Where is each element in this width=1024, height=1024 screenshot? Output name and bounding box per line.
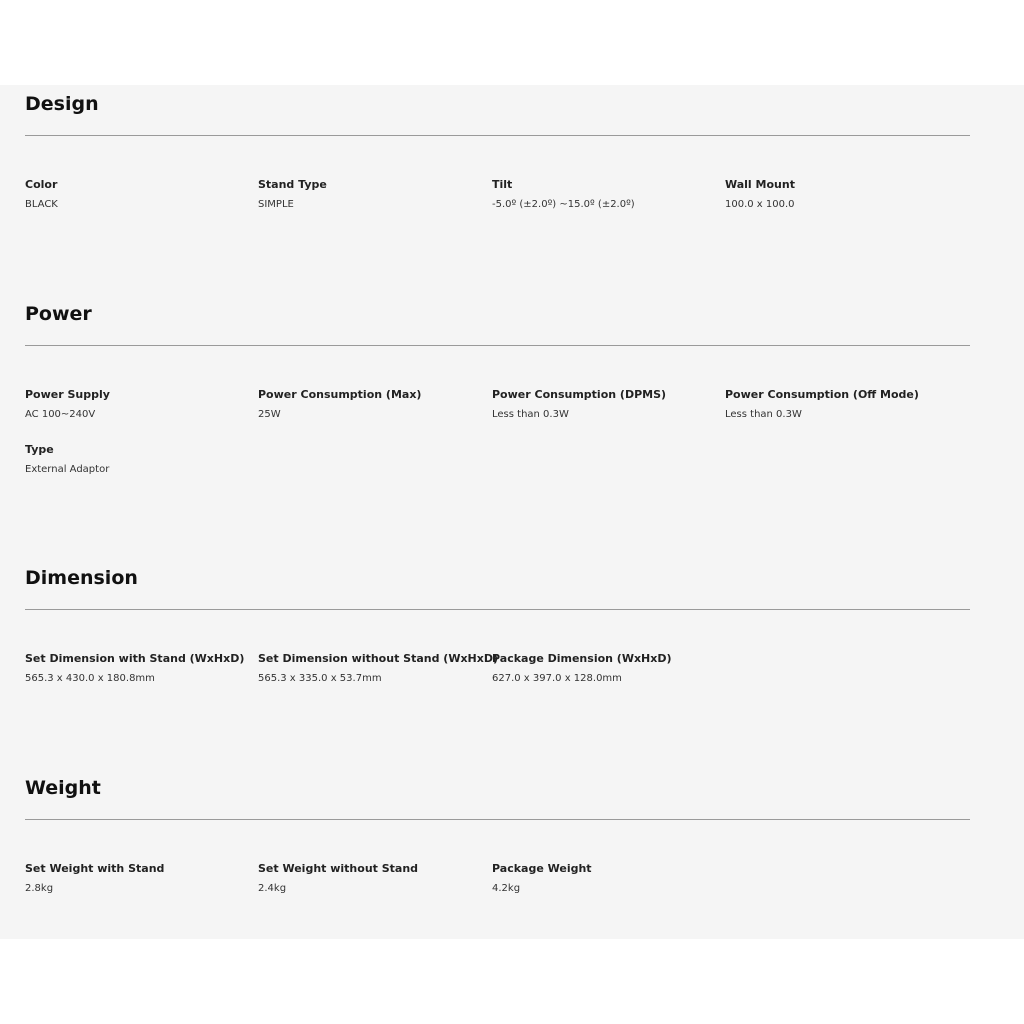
spec-label: Package Dimension (WxHxD) — [492, 652, 672, 665]
spec-label: Set Dimension without Stand (WxHxD) — [258, 652, 499, 665]
spec-label: Package Weight — [492, 862, 592, 875]
spec-label: Power Consumption (Max) — [258, 388, 422, 401]
section-divider — [25, 345, 970, 346]
spec-value: Less than 0.3W — [492, 409, 569, 420]
spec-label: Power Consumption (Off Mode) — [725, 388, 919, 401]
spec-stand-type — [258, 178, 483, 211]
spec-label: Tilt — [492, 178, 513, 191]
spec-power-consumption-off-mode — [725, 388, 950, 421]
spec-value: BLACK — [25, 199, 58, 210]
spec-value: Less than 0.3W — [725, 409, 802, 420]
spec-wall-mount — [725, 178, 950, 211]
spec-value: 25W — [258, 409, 281, 420]
spec-power-supply — [25, 388, 250, 421]
section-divider — [25, 609, 970, 610]
section-title-weight: Weight — [25, 777, 101, 799]
spec-label: Set Weight with Stand — [25, 862, 165, 875]
spec-label: Color — [25, 178, 58, 191]
specs-panel — [0, 85, 1024, 939]
spec-value: 565.3 x 430.0 x 180.8mm — [25, 673, 155, 684]
spec-power-consumption-max — [258, 388, 483, 421]
section-divider — [25, 135, 970, 136]
spec-set-dimension-with-stand — [25, 652, 250, 685]
spec-power-consumption-dpms — [492, 388, 717, 421]
spec-value: 2.4kg — [258, 883, 287, 894]
spec-value: External Adaptor — [25, 464, 110, 475]
spec-label: Type — [25, 443, 54, 456]
spec-set-weight-without-stand — [258, 862, 483, 895]
spec-value: 4.2kg — [492, 883, 521, 894]
spec-value: AC 100~240V — [25, 409, 96, 420]
spec-set-weight-with-stand — [25, 862, 250, 895]
spec-tilt — [492, 178, 717, 211]
spec-color — [25, 178, 250, 211]
spec-package-dimension — [492, 652, 717, 685]
section-title-design: Design — [25, 93, 99, 115]
spec-package-weight — [492, 862, 717, 895]
spec-set-dimension-without-stand — [258, 652, 499, 685]
spec-label: Power Consumption (DPMS) — [492, 388, 667, 401]
spec-label: Set Dimension with Stand (WxHxD) — [25, 652, 245, 665]
spec-label: Set Weight without Stand — [258, 862, 419, 875]
spec-value: 100.0 x 100.0 — [725, 199, 795, 210]
spec-value: SIMPLE — [258, 199, 294, 210]
spec-value: 565.3 x 335.0 x 53.7mm — [258, 673, 382, 684]
spec-power-type — [25, 443, 250, 476]
section-title-dimension: Dimension — [25, 567, 138, 589]
spec-label: Power Supply — [25, 388, 110, 401]
spec-value: 627.0 x 397.0 x 128.0mm — [492, 673, 622, 684]
spec-label: Wall Mount — [725, 178, 795, 191]
section-title-power: Power — [25, 303, 92, 325]
spec-value: 2.8kg — [25, 883, 54, 894]
section-divider — [25, 819, 970, 820]
spec-value: -5.0º (±2.0º) ~15.0º (±2.0º) — [492, 199, 635, 210]
spec-label: Stand Type — [258, 178, 327, 191]
